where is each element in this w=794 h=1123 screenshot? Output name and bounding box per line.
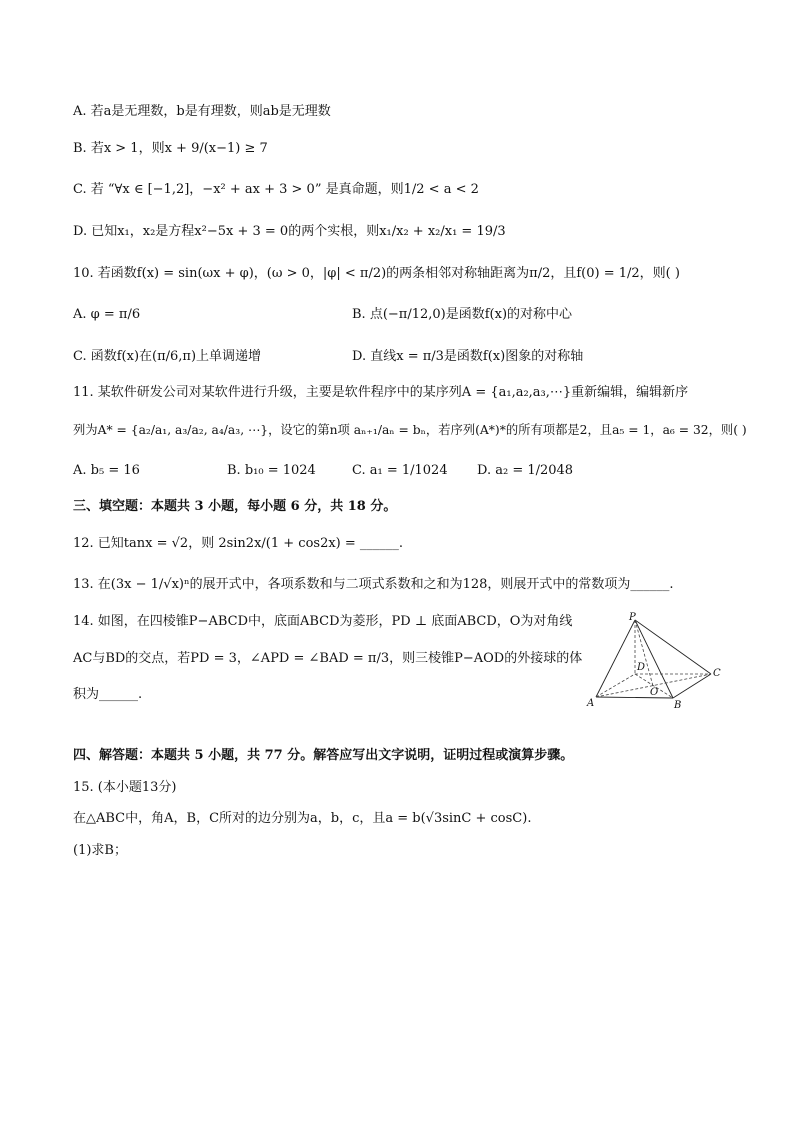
q11-stem-line1: 11. 某软件研发公司对某软件进行升级，主要是软件程序中的某序列A = {a₁,a₂,a₃,⋯}重新编辑，编辑新序 <box>73 385 689 400</box>
q11-option-d: D. a₂ = 1/2048 <box>477 463 574 478</box>
q10-option-a: A. φ = π/6 <box>73 307 141 322</box>
label-d: D <box>637 662 646 673</box>
label-c: C <box>713 668 721 679</box>
q10-option-b: B. 点(−π/12,0)是函数f(x)的对称中心 <box>352 307 573 322</box>
q13-stem: 13. 在(3x − 1/√x)ⁿ的展开式中，各项系数和与二项式系数和之和为128，则展开式中的常数项为______. <box>73 577 674 592</box>
q10-option-c: C. 函数f(x)在(π/6,π)上单调递增 <box>73 349 262 364</box>
label-a: A <box>587 698 595 709</box>
q14-line2: AC与BD的交点，若PD = 3，∠APD = ∠BAD = π/3，则三棱锥P−AOD的外接球的体 <box>73 651 583 666</box>
q15-title: 15. (本小题13分) <box>73 780 177 795</box>
label-b: B <box>674 700 682 711</box>
q10-option-d: D. 直线x = π/3是函数f(x)图象的对称轴 <box>352 349 584 364</box>
q10-stem: 10. 若函数f(x) = sin(ωx + φ)，(ω > 0，|φ| < π/2)的两条相邻对称轴距离为π/2，且f(0) = 1/2，则( ) <box>73 266 680 281</box>
q11-option-a: A. b₅ = 16 <box>73 463 140 478</box>
edge-pc <box>635 620 711 674</box>
edge-ab <box>596 697 673 698</box>
q15-part1: (1)求B； <box>73 843 127 858</box>
q9-option-a: A. 若a是无理数，b是有理数，则ab是无理数 <box>73 104 331 119</box>
q11-option-b: B. b₁₀ = 1024 <box>227 463 316 478</box>
pyramid-figure <box>583 612 728 712</box>
q14-line1: 14. 如图，在四棱锥P−ABCD中，底面ABCD为菱形，PD ⊥ 底面ABCD，O为对角线 <box>73 614 573 629</box>
section4-heading: 四、解答题：本题共 5 小题，共 77 分。解答应写出文字说明，证明过程或演算步骤。 <box>73 748 574 763</box>
q11-option-c: C. a₁ = 1/1024 <box>352 463 448 478</box>
label-o: O <box>650 687 659 698</box>
q15-stem: 在△ABC中，角A，B，C所对的边分别为a，b，c，且a = b(√3sinC + cosC). <box>73 811 532 826</box>
q14-line3: 积为______. <box>73 687 143 702</box>
q9-option-c: C. 若 “∀x ∈ [−1,2]，−x² + ax + 3 > 0” 是真命题，则1/2 < a < 2 <box>73 182 479 197</box>
q9-option-d: D. 已知x₁，x₂是方程x²−5x + 3 = 0的两个实根，则x₁/x₂ + x₂/x₁ = 19/3 <box>73 224 506 239</box>
q12-stem: 12. 已知tanx = √2，则 2sin2x/(1 + cos2x) = ______. <box>73 536 404 551</box>
section3-heading: 三、填空题：本题共 3 小题，每小题 6 分，共 18 分。 <box>73 499 397 514</box>
segment-po <box>635 620 653 686</box>
q9-option-b: B. 若x > 1，则x + 9/(x−1) ≥ 7 <box>73 141 268 156</box>
label-p: P <box>629 612 636 623</box>
q11-stem-line2: 列为A* = {a₂/a₁, a₃/a₂, a₄/a₃, ⋯}，设它的第n项 aₙ₊₁/aₙ = bₙ，若序列(A*)*的所有项都是2，且a₅ = 1，a₆ = 32，则( ) <box>73 423 747 437</box>
